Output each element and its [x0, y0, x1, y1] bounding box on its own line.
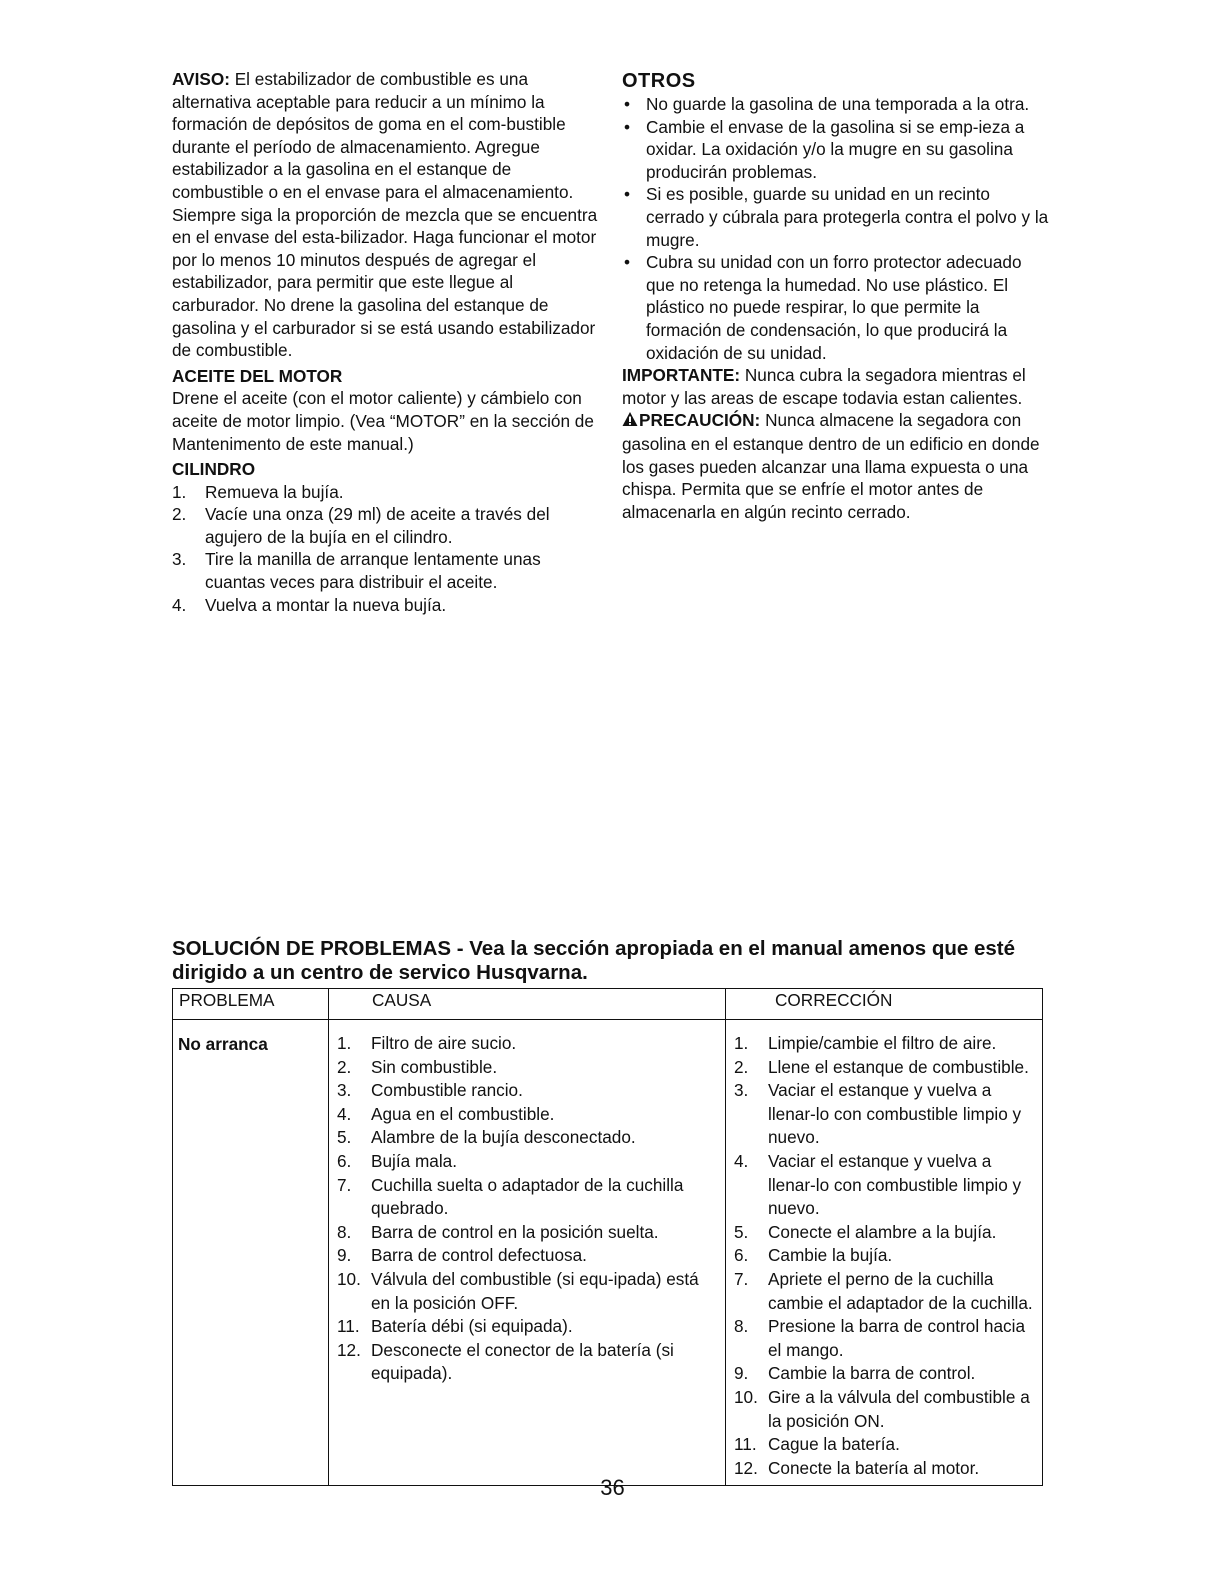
correction-number: 10. — [734, 1386, 758, 1407]
list-item — [734, 1268, 1038, 1315]
correction-text: Conecte la batería al motor. — [768, 1457, 980, 1478]
aviso-text: El estabilizador de combustible es una alternativa aceptable para reducir a un mínimo la formación de depósitos de goma en el com-bustible durante el período de almacenamiento. Agregue estabilizador a la gasolina en el estanque de combustible o en el envase para el almacenamiento. Siempre siga la proporción de mezcla que se encuentra en el envase del esta-bilizador. Haga funcionar el motor por lo menos 10 minutos después de agregar el estabilizador, para permitir que este llegue al carburador. No drene la gasolina del estanque de gasolina y el carburador si se está usando estabilizador de combustible. — [172, 69, 598, 361]
correction-text: Presione la barra de control hacia el mango. — [768, 1316, 1026, 1360]
otros-list — [622, 93, 1052, 364]
list-item — [734, 1150, 1038, 1221]
cause-text: Sin combustible. — [371, 1056, 498, 1077]
cause-number: 11. — [337, 1316, 360, 1337]
otros-heading: OTROS — [622, 70, 696, 92]
bullet-text: No guarde la gasolina de una temporada a la otra. — [646, 94, 1030, 114]
list-item — [734, 1079, 1038, 1150]
cause-text: Cuchilla suelta o adaptador de la cuchilla quebrado. — [371, 1174, 684, 1219]
left-column — [172, 68, 604, 616]
correction-text: Limpie/cambie el filtro de aire. — [768, 1033, 997, 1053]
list-item — [734, 1315, 1038, 1362]
list-item — [337, 1268, 721, 1315]
precaucion-label: PRECAUCIÓN: — [639, 410, 761, 431]
correction-number: 8. — [734, 1316, 749, 1337]
correction-number: 9. — [734, 1363, 749, 1384]
step-number: 1. — [172, 481, 187, 502]
cause-text: Desconecte el conector de la batería (si equipada). — [371, 1339, 674, 1384]
cause-number: 6. — [337, 1150, 352, 1171]
step-number: 4. — [172, 594, 187, 615]
list-item — [337, 1339, 721, 1386]
corrections-list — [734, 1032, 1038, 1480]
step-number: 3. — [172, 549, 187, 570]
list-item — [337, 1315, 721, 1339]
step-number: 2. — [172, 504, 187, 525]
header-causa: CAUSA — [329, 989, 726, 1020]
list-item — [734, 1056, 1038, 1080]
cause-number: 2. — [337, 1056, 352, 1077]
list-item — [337, 1056, 721, 1080]
step-text: Vuelva a montar la nueva bujía. — [205, 594, 447, 615]
precaucion-text: Nunca almacene la segadora con gasolina en el estanque dentro de un edificio en donde los gases pueden alcanzar una llama expuesta o una chispa. Permita que se enfríe el motor antes de almacenarla en algún recinto cerrado. — [622, 410, 1040, 522]
correction-number: 1. — [734, 1033, 749, 1053]
correction-number: 6. — [734, 1245, 749, 1266]
list-item — [337, 1174, 721, 1221]
importante-paragraph — [622, 364, 1052, 409]
list-item — [734, 1032, 1038, 1056]
step-text: Tire la manilla de arranque lentamente unas cuantas veces para distribuir el aceite. — [205, 549, 541, 593]
bullet-icon: • — [624, 184, 631, 205]
cause-text: Válvula del combustible (si equ-ipada) está en la posición OFF. — [371, 1268, 699, 1313]
list-item — [337, 1032, 721, 1056]
page-number: 36 — [600, 1475, 625, 1500]
correction-number: 7. — [734, 1268, 749, 1289]
cause-number: 7. — [337, 1174, 352, 1195]
correction-number: 4. — [734, 1150, 749, 1171]
troubleshooting-table — [172, 988, 1043, 1486]
list-item — [734, 1221, 1038, 1245]
cause-number: 8. — [337, 1221, 352, 1242]
cause-text: Batería débi (si equipada). — [371, 1316, 573, 1337]
table-header-row — [173, 989, 1043, 1020]
list-item — [172, 594, 604, 617]
correction-text: Vaciar el estanque y vuelva a llenar-lo con combustible limpio y nuevo. — [768, 1080, 1022, 1148]
correction-number: 2. — [734, 1056, 749, 1077]
step-text: Remueva la bujía. — [205, 481, 344, 502]
header-problema: PROBLEMA — [173, 989, 329, 1020]
list-item — [172, 481, 604, 504]
importante-text: Nunca cubra la segadora mientras el motor y las areas de escape todavia estan calientes. — [622, 365, 1026, 408]
cause-number: 9. — [337, 1245, 352, 1266]
cause-number: 4. — [337, 1103, 352, 1124]
correction-text: Gire a la válvula del combustible a la posición ON. — [768, 1386, 1030, 1431]
list-item — [172, 548, 604, 593]
correction-number: 11. — [734, 1434, 757, 1455]
correction-number: 12. — [734, 1457, 758, 1478]
list-item — [734, 1433, 1038, 1457]
bullet-text: Si es posible, guarde su unidad en un recinto cerrado y cúbrala para protegerla contra el polvo y la mugre. — [646, 184, 1049, 250]
cilindro-steps — [172, 481, 604, 617]
step-text: Vacíe una onza (29 ml) de aceite a través del agujero de la bujía en el cilindro. — [205, 504, 550, 547]
table-row — [173, 1020, 1043, 1486]
list-item — [622, 251, 1052, 364]
bullet-text: Cambie el envase de la gasolina si se emp-ieza a oxidar. La oxidación y/o la mugre en su gasolina producirán problemas. — [646, 116, 1025, 182]
list-item — [172, 503, 604, 548]
header-correccion: CORRECCIÓN — [726, 989, 1043, 1020]
list-item — [734, 1362, 1038, 1386]
cause-text: Barra de control en la posición suelta. — [371, 1221, 659, 1242]
warning-triangle-icon — [622, 410, 638, 433]
list-item — [337, 1079, 721, 1103]
importante-label: IMPORTANTE: — [622, 365, 741, 386]
correction-text: Vaciar el estanque y vuelva a llenar-lo con combustible limpio y nuevo. — [768, 1150, 1022, 1219]
right-column — [622, 68, 1052, 523]
list-item — [622, 183, 1052, 251]
aceite-heading: ACEITE DEL MOTOR — [172, 365, 343, 386]
list-item — [622, 93, 1052, 116]
cause-number: 12. — [337, 1339, 361, 1360]
cause-text: Alambre de la bujía desconectado. — [371, 1127, 636, 1148]
causes-list — [337, 1032, 721, 1386]
corrections-cell — [726, 1020, 1043, 1486]
causes-cell — [329, 1020, 726, 1486]
list-item — [337, 1150, 721, 1174]
correction-text: Conecte el alambre a la bujía. — [768, 1221, 997, 1242]
list-item — [734, 1244, 1038, 1268]
aviso-paragraph — [172, 68, 604, 362]
aceite-text: Drene el aceite (con el motor caliente) y cámbielo con aceite de motor limpio. (Vea “MOTOR” en la sección de Mantenimento de este manual.) — [172, 388, 594, 454]
list-item — [622, 116, 1052, 184]
correction-text: Llene el estanque de combustible. — [768, 1056, 1029, 1077]
list-item — [734, 1386, 1038, 1433]
correction-text: Cambie la barra de control. — [768, 1363, 976, 1384]
correction-text: Cague la batería. — [768, 1434, 900, 1455]
cause-number: 10. — [337, 1268, 361, 1289]
correction-number: 5. — [734, 1221, 749, 1242]
problem-cell: No arranca — [173, 1020, 329, 1486]
bullet-text: Cubra su unidad con un forro protector adecuado que no retenga la humedad. No use plástico. El plástico no puede respirar, lo que permite la formación de condensación, lo que producirá la oxidación de su unidad. — [646, 252, 1022, 363]
cause-text: Bujía mala. — [371, 1150, 457, 1171]
bullet-icon: • — [624, 252, 631, 273]
cause-number: 1. — [337, 1033, 352, 1053]
correction-number: 3. — [734, 1080, 749, 1101]
list-item — [337, 1103, 721, 1127]
troubleshooting-title: SOLUCIÓN DE PROBLEMAS - Vea la sección apropiada en el manual amenos que esté dirigido a un centro de servico Husqvarna. — [172, 937, 1016, 984]
cause-text: Filtro de aire sucio. — [371, 1033, 517, 1053]
correction-text: Apriete el perno de la cuchilla cambie el adaptador de la cuchilla. — [768, 1268, 1033, 1313]
cause-number: 3. — [337, 1080, 352, 1101]
cause-text: Barra de control defectuosa. — [371, 1245, 587, 1266]
cause-number: 5. — [337, 1127, 352, 1148]
correction-text: Cambie la bujía. — [768, 1245, 893, 1266]
list-item — [337, 1244, 721, 1268]
bullet-icon: • — [624, 116, 631, 137]
cilindro-heading: CILINDRO — [172, 459, 256, 480]
aviso-label: AVISO: — [172, 69, 230, 89]
list-item — [337, 1126, 721, 1150]
list-item — [337, 1221, 721, 1245]
cause-text: Agua en el combustible. — [371, 1103, 555, 1124]
precaucion-paragraph — [622, 409, 1052, 523]
cause-text: Combustible rancio. — [371, 1080, 523, 1101]
bullet-icon: • — [624, 94, 631, 114]
